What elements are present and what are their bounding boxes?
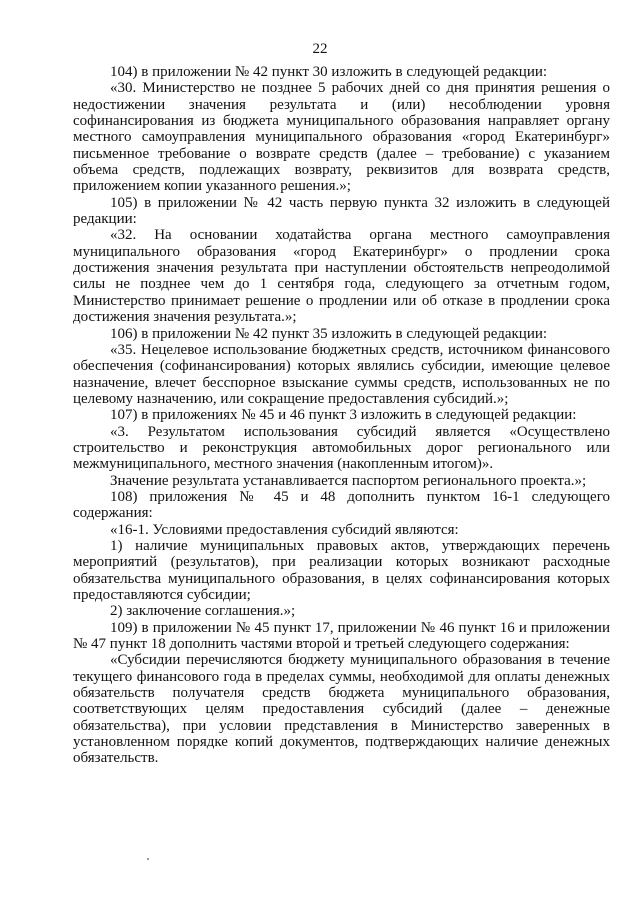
paragraph-106: 106) в приложении № 42 пункт 35 изложить в следующей редакции: [110,325,548,342]
document-body [73,64,610,767]
paragraph-108-text: «16-1. Условиями предоставления субсидий являются: [110,521,459,538]
paragraph-107-text: «3. Результатом использования субсидий является «Осуществлено строительство и реконструкция автомобильных дорог регионального или межмуниципального, местного значения (накопленным итогом)». [73,423,610,473]
paragraph-109-text: «Субсидии перечисляются бюджету муниципального образования в течение текущего финансового года в пределах суммы, необходимой для оплаты денежных обязательств получателя средств бюджета муниципального образования, соответствующих целям предоставления субсидий (далее – денежные обязательства), при условии представления в Министерство заверенных в установленном порядке копий документов, подтверждающих наличие денежных обязательств. [73,652,610,767]
paragraph-105-text: «32. На основании ходатайства органа местного самоуправления муниципального образования «город Екатеринбург» о продлении срока достижения значения результата при наступлении обстоятельств непреодолимой силы не позднее чем до 1 сентября года, следующего за отчетным годом, Министерство принимает решение о продлении или об отказе в продлении срока достижения значения результата.»; [73,227,610,326]
paragraph-106-text: «35. Нецелевое использование бюджетных средств, источником финансового обеспечения (софинансирования) которых являлись субсидии, имеющие целевое назначение, влечет бесспорное взыскание суммы средств, использованных не по целевому назначению, или сокращение предоставления субсидий.»; [73,341,610,407]
paragraph-108: 108) приложения № 45 и 48 дополнить пунктом 16-1 следующего содержания: [73,488,610,522]
paragraph-104-text: «30. Министерство не позднее 5 рабочих дней со дня принятия решения о недостижении значения результата и (или) несоблюдении уровня софинансирования из бюджета муниципального образования направляет органу местного самоуправления муниципального образования «город Екатеринбург» письменное требование о возврате средств (далее – требование) с указанием объема средств, подлежащих возврату, реквизитов для возврата средств, приложением копии указанного решения.»; [73,80,610,195]
paragraph-108-item-2: 2) заключение соглашения.»; [110,603,296,620]
paragraph-108-item-1: 1) наличие муниципальных правовых актов, утверждающих перечень мероприятий (результатов), при реализации которых возникают расходные обязательства муниципального образования, в целях софинансирования которых предоставляются субсидии; [73,537,610,603]
page-number: 22 [312,41,328,57]
paragraph-107-result: Значение результата устанавливается паспортом регионального проекта.»; [110,472,587,489]
paragraph-104: 104) в приложении № 42 пункт 30 изложить в следующей редакции: [110,64,548,80]
paragraph-105: 105) в приложении № 42 часть первую пункта 32 изложить в следующей редакции: [73,194,610,228]
paragraph-109: 109) в приложении № 45 пункт 17, приложении № 46 пункт 16 и приложении № 47 пункт 18 дополнить частями второй и третьей следующего содержания: [73,619,610,653]
scan-speck [147,858,149,860]
paragraph-107: 107) в приложениях № 45 и 46 пункт 3 изложить в следующей редакции: [110,407,577,424]
